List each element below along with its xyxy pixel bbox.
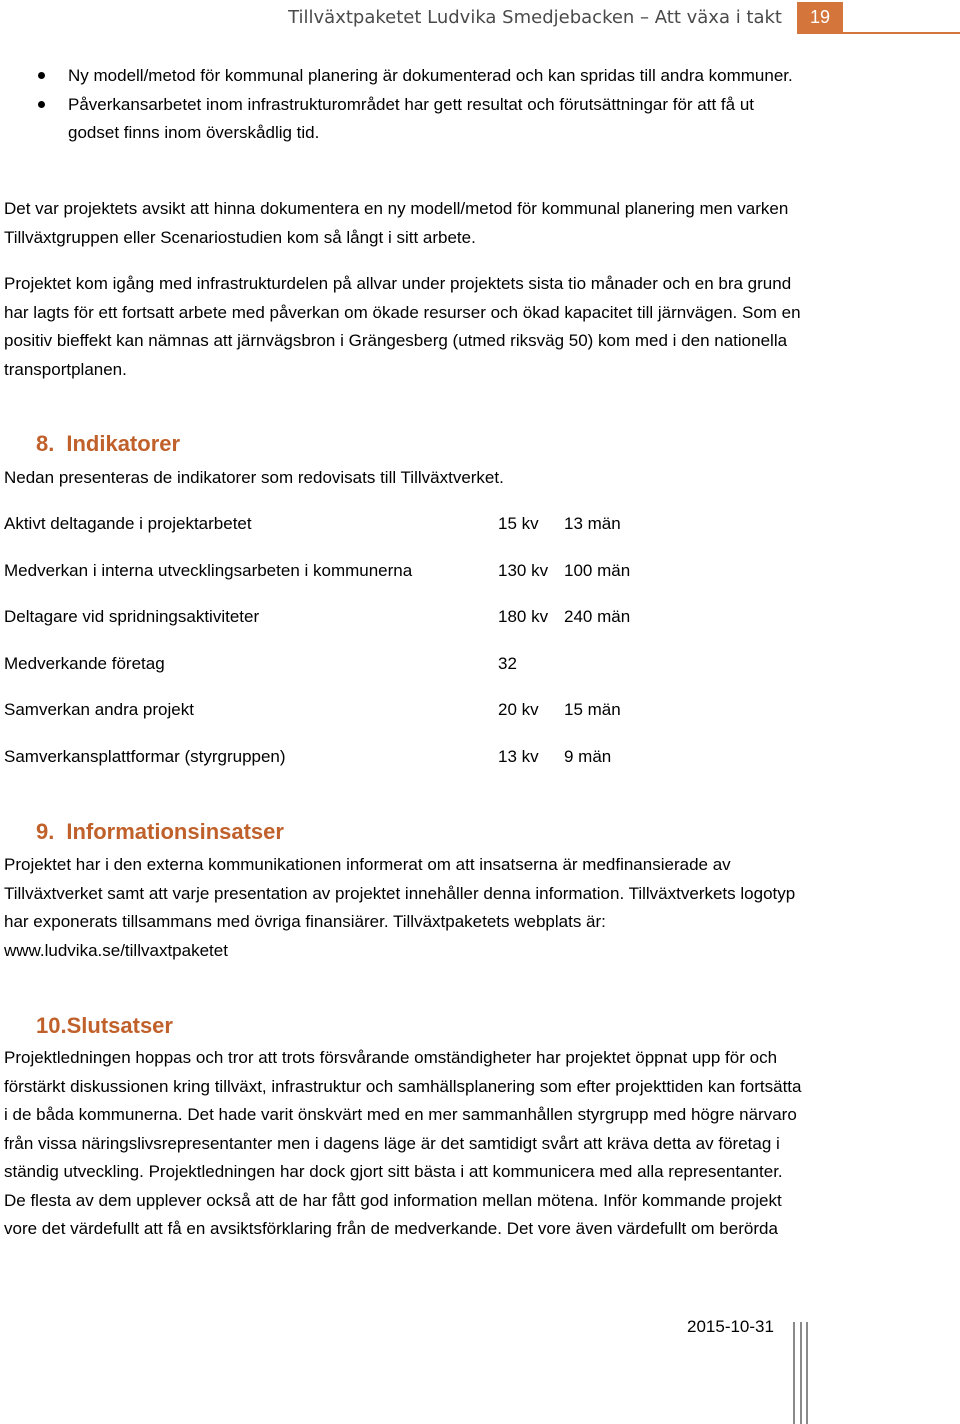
paragraph-plan: Det var projektets avsikt att hinna dokumentera en ny modell/metod för kommunal planering men varken Tillväxtgruppen eller Scenariostudien kom så långt i sitt arbete. <box>4 199 789 247</box>
section-8-title: Indikatorer <box>66 431 181 456</box>
section-8-heading <box>36 431 180 457</box>
list-item <box>38 62 808 91</box>
section-10-number: 10. <box>36 1013 67 1038</box>
indicator-men: 9 män <box>564 747 612 766</box>
indicator-label: Medverkan i interna utvecklingsarbeten i kommunerna <box>4 561 413 580</box>
footer-date: 2015-10-31 <box>687 1317 774 1336</box>
table-row <box>4 557 704 585</box>
table-row <box>4 650 704 678</box>
section-8-number: 8. <box>36 431 55 456</box>
indicators-intro: Nedan presenteras de indikatorer som redovisats till Tillväxtverket. <box>4 468 504 487</box>
indicator-men: 15 män <box>564 700 621 719</box>
indicator-men: 240 män <box>564 607 631 626</box>
indicator-women: 130 kv <box>498 561 549 580</box>
section-10-heading <box>36 1013 173 1039</box>
bullet-list <box>38 62 808 148</box>
indicator-women: 15 kv <box>498 514 539 533</box>
indicator-label: Samverkansplattformar (styrgruppen) <box>4 747 286 766</box>
bullet-icon <box>38 72 45 79</box>
section-9-number: 9. <box>36 819 55 844</box>
indicator-count: 32 <box>498 654 517 673</box>
footer-rule <box>793 1322 795 1424</box>
indicator-women: 180 kv <box>498 607 549 626</box>
information-paragraph: Projektet har i den externa kommunikationen informerat om att insatserna är medfinansierade av Tillväxtverket samt att varje presentation av projektet innehåller denna information. Tillväxtverkets logotyp har exponerats tillsammans med övriga finansiärer. Tillväxtpaketets webplats är: www.ludvika.se/tillvaxtpaketet <box>4 855 796 960</box>
bullet-text: Ny modell/metod för kommunal planering är dokumenterad och kan spridas till andra kommuner. <box>68 66 793 85</box>
section-9-heading <box>36 819 284 845</box>
indicator-label: Medverkande företag <box>4 654 165 673</box>
table-row <box>4 603 704 631</box>
page-number: 19 <box>797 2 843 32</box>
paragraph-infrastructure: Projektet kom igång med infrastrukturdelen på allvar under projektets sista tio månader och en bra grund har lagts för ett fortsatt arbete med påverkan om ökade resurser och ökad kapacitet till järnvägen. Som en positiv bieffekt kan nämnas att järnvägsbron i Grängesberg (utmed riksväg 50) kom med i den nationella transportplanen. <box>4 274 801 379</box>
section-9-title: Informationsinsatser <box>66 819 284 844</box>
bullet-text: Påverkansarbetet inom infrastrukturområdet har gett resultat och förutsättningar för att få ut godset finns inom överskådlig tid. <box>68 94 755 142</box>
indicator-women: 13 kv <box>498 747 539 766</box>
bullet-icon <box>38 101 45 108</box>
indicator-label: Aktivt deltagande i projektarbetet <box>4 514 252 533</box>
header-title: Tillväxtpaketet Ludvika Smedjebacken – Att växa i takt <box>288 7 782 28</box>
table-row <box>4 696 704 724</box>
indicator-label: Samverkan andra projekt <box>4 700 194 719</box>
footer-rule <box>800 1322 802 1424</box>
table-row <box>4 510 704 538</box>
indicator-women: 20 kv <box>498 700 539 719</box>
list-item <box>38 91 808 148</box>
table-row <box>4 743 704 771</box>
indicator-men: 100 män <box>564 561 631 580</box>
section-10-title: Slutsatser <box>66 1013 173 1038</box>
footer-rule <box>806 1322 808 1424</box>
header-rule <box>797 32 960 34</box>
conclusions-paragraph: Projektledningen hoppas och tror att trots försvårande omständigheter har projektet öppnat upp för och förstärkt diskussionen kring tillväxt, infrastruktur och samhällsplanering som efter projekttiden kan fortsätta i de båda kommunerna. Det hade varit önskvärt med en mer sammanhållen styrgrupp med högre närvaro från vissa näringslivsrepresentanter men i dagens läge är det samtidigt svårt att kräva detta av företag i ständig utveckling. Projektledningen har dock gjort sitt bästa i att kommunicera med alla representanter. De flesta av dem upplever också att de har fått god information mellan mötena. Inför kommande projekt vore det värdefullt att få en avsiktsförklaring från de medverkande. Det vore även värdefullt om berörda <box>4 1048 802 1238</box>
indicator-men: 13 män <box>564 514 621 533</box>
indicator-label: Deltagare vid spridningsaktiviteter <box>4 607 260 626</box>
